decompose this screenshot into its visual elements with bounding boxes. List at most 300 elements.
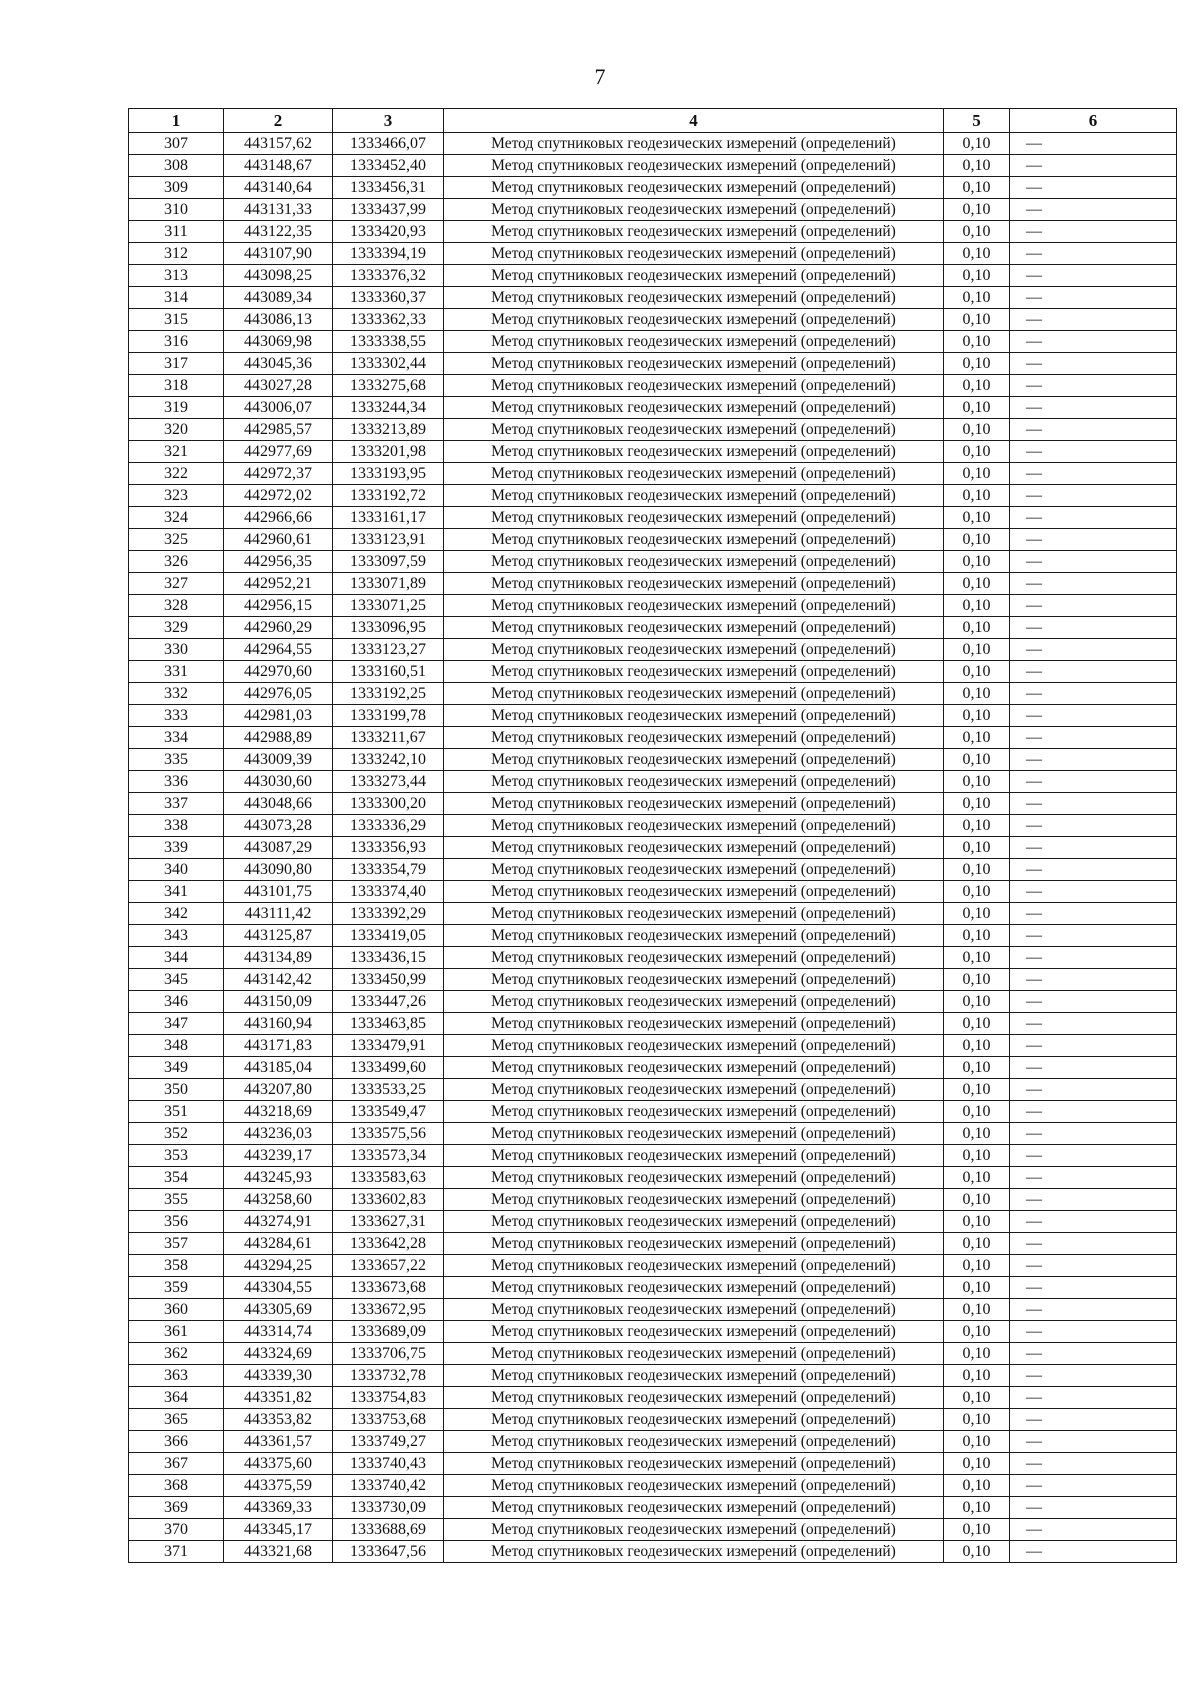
method-cell: Метод спутниковых геодезических измерений (определений) <box>444 265 944 287</box>
y-coordinate-cell: 1333201,98 <box>333 441 444 463</box>
description-cell: — <box>1010 243 1177 265</box>
point-number-cell: 314 <box>129 287 224 309</box>
method-cell: Метод спутниковых геодезических измерений (определений) <box>444 1409 944 1431</box>
method-cell: Метод спутниковых геодезических измерений (определений) <box>444 1211 944 1233</box>
accuracy-cell: 0,10 <box>944 815 1010 837</box>
y-coordinate-cell: 1333706,75 <box>333 1343 444 1365</box>
header-col-2: 2 <box>224 109 333 133</box>
description-cell: — <box>1010 419 1177 441</box>
point-number-cell: 352 <box>129 1123 224 1145</box>
table-row <box>129 925 1177 947</box>
x-coordinate-cell: 442972,37 <box>224 463 333 485</box>
y-coordinate-cell: 1333097,59 <box>333 551 444 573</box>
description-cell: — <box>1010 1475 1177 1497</box>
table-row <box>129 969 1177 991</box>
x-coordinate-cell: 443258,60 <box>224 1189 333 1211</box>
description-cell: — <box>1010 1233 1177 1255</box>
table-row <box>129 331 1177 353</box>
y-coordinate-cell: 1333456,31 <box>333 177 444 199</box>
description-cell: — <box>1010 639 1177 661</box>
method-cell: Метод спутниковых геодезических измерений (определений) <box>444 947 944 969</box>
table-row <box>129 1365 1177 1387</box>
description-cell: — <box>1010 1365 1177 1387</box>
point-number-cell: 353 <box>129 1145 224 1167</box>
accuracy-cell: 0,10 <box>944 331 1010 353</box>
x-coordinate-cell: 443107,90 <box>224 243 333 265</box>
accuracy-cell: 0,10 <box>944 243 1010 265</box>
point-number-cell: 346 <box>129 991 224 1013</box>
table-row <box>129 705 1177 727</box>
table-row <box>129 1189 1177 1211</box>
point-number-cell: 309 <box>129 177 224 199</box>
method-cell: Метод спутниковых геодезических измерений (определений) <box>444 155 944 177</box>
accuracy-cell: 0,10 <box>944 375 1010 397</box>
x-coordinate-cell: 443345,17 <box>224 1519 333 1541</box>
accuracy-cell: 0,10 <box>944 1453 1010 1475</box>
point-number-cell: 333 <box>129 705 224 727</box>
table-row <box>129 441 1177 463</box>
point-number-cell: 316 <box>129 331 224 353</box>
accuracy-cell: 0,10 <box>944 1409 1010 1431</box>
table-row <box>129 1475 1177 1497</box>
point-number-cell: 321 <box>129 441 224 463</box>
method-cell: Метод спутниковых геодезических измерений (определений) <box>444 991 944 1013</box>
x-coordinate-cell: 442988,89 <box>224 727 333 749</box>
table-row <box>129 1497 1177 1519</box>
method-cell: Метод спутниковых геодезических измерений (определений) <box>444 1277 944 1299</box>
table-row <box>129 309 1177 331</box>
method-cell: Метод спутниковых геодезических измерений (определений) <box>444 1057 944 1079</box>
point-number-cell: 340 <box>129 859 224 881</box>
y-coordinate-cell: 1333627,31 <box>333 1211 444 1233</box>
accuracy-cell: 0,10 <box>944 573 1010 595</box>
point-number-cell: 367 <box>129 1453 224 1475</box>
y-coordinate-cell: 1333436,15 <box>333 947 444 969</box>
point-number-cell: 313 <box>129 265 224 287</box>
point-number-cell: 332 <box>129 683 224 705</box>
accuracy-cell: 0,10 <box>944 1541 1010 1563</box>
x-coordinate-cell: 443009,39 <box>224 749 333 771</box>
point-number-cell: 330 <box>129 639 224 661</box>
point-number-cell: 331 <box>129 661 224 683</box>
accuracy-cell: 0,10 <box>944 221 1010 243</box>
x-coordinate-cell: 442960,61 <box>224 529 333 551</box>
x-coordinate-cell: 443185,04 <box>224 1057 333 1079</box>
table-row <box>129 287 1177 309</box>
y-coordinate-cell: 1333161,17 <box>333 507 444 529</box>
method-cell: Метод спутниковых геодезических измерений (определений) <box>444 287 944 309</box>
x-coordinate-cell: 443111,42 <box>224 903 333 925</box>
table-row <box>129 551 1177 573</box>
accuracy-cell: 0,10 <box>944 1299 1010 1321</box>
description-cell: — <box>1010 705 1177 727</box>
y-coordinate-cell: 1333374,40 <box>333 881 444 903</box>
description-cell: — <box>1010 507 1177 529</box>
x-coordinate-cell: 443087,29 <box>224 837 333 859</box>
description-cell: — <box>1010 1519 1177 1541</box>
table-row <box>129 1277 1177 1299</box>
y-coordinate-cell: 1333338,55 <box>333 331 444 353</box>
y-coordinate-cell: 1333192,72 <box>333 485 444 507</box>
y-coordinate-cell: 1333300,20 <box>333 793 444 815</box>
method-cell: Метод спутниковых геодезических измерений (определений) <box>444 1299 944 1321</box>
point-number-cell: 356 <box>129 1211 224 1233</box>
y-coordinate-cell: 1333452,40 <box>333 155 444 177</box>
point-number-cell: 357 <box>129 1233 224 1255</box>
accuracy-cell: 0,10 <box>944 1211 1010 1233</box>
point-number-cell: 368 <box>129 1475 224 1497</box>
y-coordinate-cell: 1333071,25 <box>333 595 444 617</box>
method-cell: Метод спутниковых геодезических измерений (определений) <box>444 925 944 947</box>
x-coordinate-cell: 443351,82 <box>224 1387 333 1409</box>
table-row <box>129 463 1177 485</box>
description-cell: — <box>1010 1079 1177 1101</box>
x-coordinate-cell: 443375,60 <box>224 1453 333 1475</box>
description-cell: — <box>1010 177 1177 199</box>
x-coordinate-cell: 443069,98 <box>224 331 333 353</box>
accuracy-cell: 0,10 <box>944 1013 1010 1035</box>
y-coordinate-cell: 1333466,07 <box>333 133 444 155</box>
method-cell: Метод спутниковых геодезических измерений (определений) <box>444 881 944 903</box>
point-number-cell: 326 <box>129 551 224 573</box>
description-cell: — <box>1010 925 1177 947</box>
point-number-cell: 334 <box>129 727 224 749</box>
method-cell: Метод спутниковых геодезических измерений (определений) <box>444 1035 944 1057</box>
accuracy-cell: 0,10 <box>944 727 1010 749</box>
description-cell: — <box>1010 1101 1177 1123</box>
accuracy-cell: 0,10 <box>944 1475 1010 1497</box>
accuracy-cell: 0,10 <box>944 639 1010 661</box>
description-cell: — <box>1010 133 1177 155</box>
accuracy-cell: 0,10 <box>944 397 1010 419</box>
table-row <box>129 265 1177 287</box>
point-number-cell: 338 <box>129 815 224 837</box>
header-col-4: 4 <box>444 109 944 133</box>
y-coordinate-cell: 1333730,09 <box>333 1497 444 1519</box>
table-row <box>129 1167 1177 1189</box>
method-cell: Метод спутниковых геодезических измерений (определений) <box>444 331 944 353</box>
point-number-cell: 323 <box>129 485 224 507</box>
method-cell: Метод спутниковых геодезических измерений (определений) <box>444 1453 944 1475</box>
x-coordinate-cell: 443245,93 <box>224 1167 333 1189</box>
method-cell: Метод спутниковых геодезических измерений (определений) <box>444 749 944 771</box>
table-row <box>129 837 1177 859</box>
description-cell: — <box>1010 727 1177 749</box>
table-row <box>129 573 1177 595</box>
description-cell: — <box>1010 771 1177 793</box>
x-coordinate-cell: 443030,60 <box>224 771 333 793</box>
y-coordinate-cell: 1333199,78 <box>333 705 444 727</box>
y-coordinate-cell: 1333211,67 <box>333 727 444 749</box>
table-row <box>129 1387 1177 1409</box>
table-row <box>129 859 1177 881</box>
y-coordinate-cell: 1333583,63 <box>333 1167 444 1189</box>
point-number-cell: 359 <box>129 1277 224 1299</box>
accuracy-cell: 0,10 <box>944 1167 1010 1189</box>
accuracy-cell: 0,10 <box>944 1123 1010 1145</box>
table-row <box>129 243 1177 265</box>
accuracy-cell: 0,10 <box>944 705 1010 727</box>
point-number-cell: 369 <box>129 1497 224 1519</box>
description-cell: — <box>1010 815 1177 837</box>
table-row <box>129 991 1177 1013</box>
x-coordinate-cell: 443160,94 <box>224 1013 333 1035</box>
point-number-cell: 365 <box>129 1409 224 1431</box>
x-coordinate-cell: 443369,33 <box>224 1497 333 1519</box>
method-cell: Метод спутниковых геодезических измерений (определений) <box>444 177 944 199</box>
accuracy-cell: 0,10 <box>944 771 1010 793</box>
x-coordinate-cell: 443157,62 <box>224 133 333 155</box>
accuracy-cell: 0,10 <box>944 265 1010 287</box>
point-number-cell: 325 <box>129 529 224 551</box>
description-cell: — <box>1010 1123 1177 1145</box>
description-cell: — <box>1010 947 1177 969</box>
x-coordinate-cell: 443321,68 <box>224 1541 333 1563</box>
accuracy-cell: 0,10 <box>944 683 1010 705</box>
accuracy-cell: 0,10 <box>944 925 1010 947</box>
table-row <box>129 353 1177 375</box>
x-coordinate-cell: 443101,75 <box>224 881 333 903</box>
accuracy-cell: 0,10 <box>944 1343 1010 1365</box>
accuracy-cell: 0,10 <box>944 969 1010 991</box>
table-row <box>129 221 1177 243</box>
y-coordinate-cell: 1333160,51 <box>333 661 444 683</box>
y-coordinate-cell: 1333549,47 <box>333 1101 444 1123</box>
accuracy-cell: 0,10 <box>944 859 1010 881</box>
y-coordinate-cell: 1333273,44 <box>333 771 444 793</box>
y-coordinate-cell: 1333749,27 <box>333 1431 444 1453</box>
method-cell: Метод спутниковых геодезических измерений (определений) <box>444 705 944 727</box>
method-cell: Метод спутниковых геодезических измерений (определений) <box>444 771 944 793</box>
accuracy-cell: 0,10 <box>944 1431 1010 1453</box>
x-coordinate-cell: 442952,21 <box>224 573 333 595</box>
y-coordinate-cell: 1333123,27 <box>333 639 444 661</box>
point-number-cell: 363 <box>129 1365 224 1387</box>
method-cell: Метод спутниковых геодезических измерений (определений) <box>444 1519 944 1541</box>
table-row <box>129 1035 1177 1057</box>
accuracy-cell: 0,10 <box>944 1321 1010 1343</box>
method-cell: Метод спутниковых геодезических измерений (определений) <box>444 1365 944 1387</box>
table-row <box>129 947 1177 969</box>
description-cell: — <box>1010 199 1177 221</box>
accuracy-cell: 0,10 <box>944 551 1010 573</box>
method-cell: Метод спутниковых геодезических измерений (определений) <box>444 199 944 221</box>
table-row <box>129 1123 1177 1145</box>
accuracy-cell: 0,10 <box>944 991 1010 1013</box>
description-cell: — <box>1010 969 1177 991</box>
table-row <box>129 1101 1177 1123</box>
y-coordinate-cell: 1333244,34 <box>333 397 444 419</box>
x-coordinate-cell: 443239,17 <box>224 1145 333 1167</box>
accuracy-cell: 0,10 <box>944 1365 1010 1387</box>
x-coordinate-cell: 443048,66 <box>224 793 333 815</box>
point-number-cell: 335 <box>129 749 224 771</box>
point-number-cell: 341 <box>129 881 224 903</box>
y-coordinate-cell: 1333450,99 <box>333 969 444 991</box>
x-coordinate-cell: 443218,69 <box>224 1101 333 1123</box>
point-number-cell: 358 <box>129 1255 224 1277</box>
y-coordinate-cell: 1333479,91 <box>333 1035 444 1057</box>
y-coordinate-cell: 1333213,89 <box>333 419 444 441</box>
y-coordinate-cell: 1333689,09 <box>333 1321 444 1343</box>
point-number-cell: 318 <box>129 375 224 397</box>
method-cell: Метод спутниковых геодезических измерений (определений) <box>444 1189 944 1211</box>
point-number-cell: 307 <box>129 133 224 155</box>
method-cell: Метод спутниковых геодезических измерений (определений) <box>444 485 944 507</box>
y-coordinate-cell: 1333302,44 <box>333 353 444 375</box>
x-coordinate-cell: 442956,35 <box>224 551 333 573</box>
accuracy-cell: 0,10 <box>944 793 1010 815</box>
accuracy-cell: 0,10 <box>944 1057 1010 1079</box>
x-coordinate-cell: 443284,61 <box>224 1233 333 1255</box>
x-coordinate-cell: 443125,87 <box>224 925 333 947</box>
y-coordinate-cell: 1333499,60 <box>333 1057 444 1079</box>
table-row <box>129 727 1177 749</box>
method-cell: Метод спутниковых геодезических измерений (определений) <box>444 1343 944 1365</box>
accuracy-cell: 0,10 <box>944 595 1010 617</box>
description-cell: — <box>1010 881 1177 903</box>
method-cell: Метод спутниковых геодезических измерений (определений) <box>444 551 944 573</box>
table-row <box>129 1409 1177 1431</box>
x-coordinate-cell: 443294,25 <box>224 1255 333 1277</box>
table-row <box>129 1519 1177 1541</box>
description-cell: — <box>1010 573 1177 595</box>
x-coordinate-cell: 443304,55 <box>224 1277 333 1299</box>
accuracy-cell: 0,10 <box>944 661 1010 683</box>
accuracy-cell: 0,10 <box>944 837 1010 859</box>
point-number-cell: 322 <box>129 463 224 485</box>
accuracy-cell: 0,10 <box>944 1145 1010 1167</box>
table-row <box>129 749 1177 771</box>
accuracy-cell: 0,10 <box>944 903 1010 925</box>
table-row <box>129 815 1177 837</box>
point-number-cell: 348 <box>129 1035 224 1057</box>
table-row <box>129 199 1177 221</box>
table-row <box>129 1343 1177 1365</box>
y-coordinate-cell: 1333647,56 <box>333 1541 444 1563</box>
table-header-row <box>129 109 1177 133</box>
method-cell: Метод спутниковых геодезических измерений (определений) <box>444 529 944 551</box>
method-cell: Метод спутниковых геодезических измерений (определений) <box>444 353 944 375</box>
y-coordinate-cell: 1333740,42 <box>333 1475 444 1497</box>
x-coordinate-cell: 442977,69 <box>224 441 333 463</box>
description-cell: — <box>1010 551 1177 573</box>
description-cell: — <box>1010 1409 1177 1431</box>
description-cell: — <box>1010 463 1177 485</box>
x-coordinate-cell: 442970,60 <box>224 661 333 683</box>
accuracy-cell: 0,10 <box>944 529 1010 551</box>
point-number-cell: 319 <box>129 397 224 419</box>
accuracy-cell: 0,10 <box>944 287 1010 309</box>
method-cell: Метод спутниковых геодезических измерений (определений) <box>444 595 944 617</box>
point-number-cell: 354 <box>129 1167 224 1189</box>
description-cell: — <box>1010 221 1177 243</box>
point-number-cell: 351 <box>129 1101 224 1123</box>
point-number-cell: 337 <box>129 793 224 815</box>
description-cell: — <box>1010 1497 1177 1519</box>
method-cell: Метод спутниковых геодезических измерений (определений) <box>444 463 944 485</box>
table-row <box>129 1145 1177 1167</box>
description-cell: — <box>1010 595 1177 617</box>
description-cell: — <box>1010 1299 1177 1321</box>
description-cell: — <box>1010 331 1177 353</box>
y-coordinate-cell: 1333392,29 <box>333 903 444 925</box>
table-row <box>129 1453 1177 1475</box>
accuracy-cell: 0,10 <box>944 1101 1010 1123</box>
accuracy-cell: 0,10 <box>944 177 1010 199</box>
table-row <box>129 485 1177 507</box>
description-cell: — <box>1010 1057 1177 1079</box>
y-coordinate-cell: 1333673,68 <box>333 1277 444 1299</box>
description-cell: — <box>1010 397 1177 419</box>
y-coordinate-cell: 1333533,25 <box>333 1079 444 1101</box>
description-cell: — <box>1010 1387 1177 1409</box>
point-number-cell: 361 <box>129 1321 224 1343</box>
point-number-cell: 347 <box>129 1013 224 1035</box>
table-body <box>129 133 1177 1563</box>
y-coordinate-cell: 1333447,26 <box>333 991 444 1013</box>
x-coordinate-cell: 443339,30 <box>224 1365 333 1387</box>
y-coordinate-cell: 1333354,79 <box>333 859 444 881</box>
x-coordinate-cell: 443236,03 <box>224 1123 333 1145</box>
y-coordinate-cell: 1333672,95 <box>333 1299 444 1321</box>
table-row <box>129 793 1177 815</box>
y-coordinate-cell: 1333275,68 <box>333 375 444 397</box>
y-coordinate-cell: 1333420,93 <box>333 221 444 243</box>
point-number-cell: 343 <box>129 925 224 947</box>
method-cell: Метод спутниковых геодезических измерений (определений) <box>444 243 944 265</box>
coordinates-table <box>128 108 1177 1563</box>
accuracy-cell: 0,10 <box>944 353 1010 375</box>
accuracy-cell: 0,10 <box>944 1519 1010 1541</box>
description-cell: — <box>1010 1211 1177 1233</box>
table-row <box>129 1321 1177 1343</box>
method-cell: Метод спутниковых геодезических измерений (определений) <box>444 1167 944 1189</box>
method-cell: Метод спутниковых геодезических измерений (определений) <box>444 683 944 705</box>
x-coordinate-cell: 443375,59 <box>224 1475 333 1497</box>
description-cell: — <box>1010 1277 1177 1299</box>
table-row <box>129 507 1177 529</box>
method-cell: Метод спутниковых геодезических измерений (определений) <box>444 969 944 991</box>
method-cell: Метод спутниковых геодезических измерений (определений) <box>444 375 944 397</box>
x-coordinate-cell: 443314,74 <box>224 1321 333 1343</box>
x-coordinate-cell: 443140,64 <box>224 177 333 199</box>
accuracy-cell: 0,10 <box>944 485 1010 507</box>
description-cell: — <box>1010 1431 1177 1453</box>
point-number-cell: 327 <box>129 573 224 595</box>
accuracy-cell: 0,10 <box>944 507 1010 529</box>
y-coordinate-cell: 1333732,78 <box>333 1365 444 1387</box>
y-coordinate-cell: 1333575,56 <box>333 1123 444 1145</box>
description-cell: — <box>1010 661 1177 683</box>
table-row <box>129 661 1177 683</box>
point-number-cell: 310 <box>129 199 224 221</box>
table-row <box>129 397 1177 419</box>
table-row <box>129 155 1177 177</box>
method-cell: Метод спутниковых геодезических измерений (определений) <box>444 221 944 243</box>
description-cell: — <box>1010 1013 1177 1035</box>
x-coordinate-cell: 443142,42 <box>224 969 333 991</box>
x-coordinate-cell: 443086,13 <box>224 309 333 331</box>
method-cell: Метод спутниковых геодезических измерений (определений) <box>444 837 944 859</box>
description-cell: — <box>1010 617 1177 639</box>
accuracy-cell: 0,10 <box>944 1079 1010 1101</box>
header-col-6: 6 <box>1010 109 1177 133</box>
description-cell: — <box>1010 1035 1177 1057</box>
description-cell: — <box>1010 1145 1177 1167</box>
description-cell: — <box>1010 1255 1177 1277</box>
point-number-cell: 362 <box>129 1343 224 1365</box>
